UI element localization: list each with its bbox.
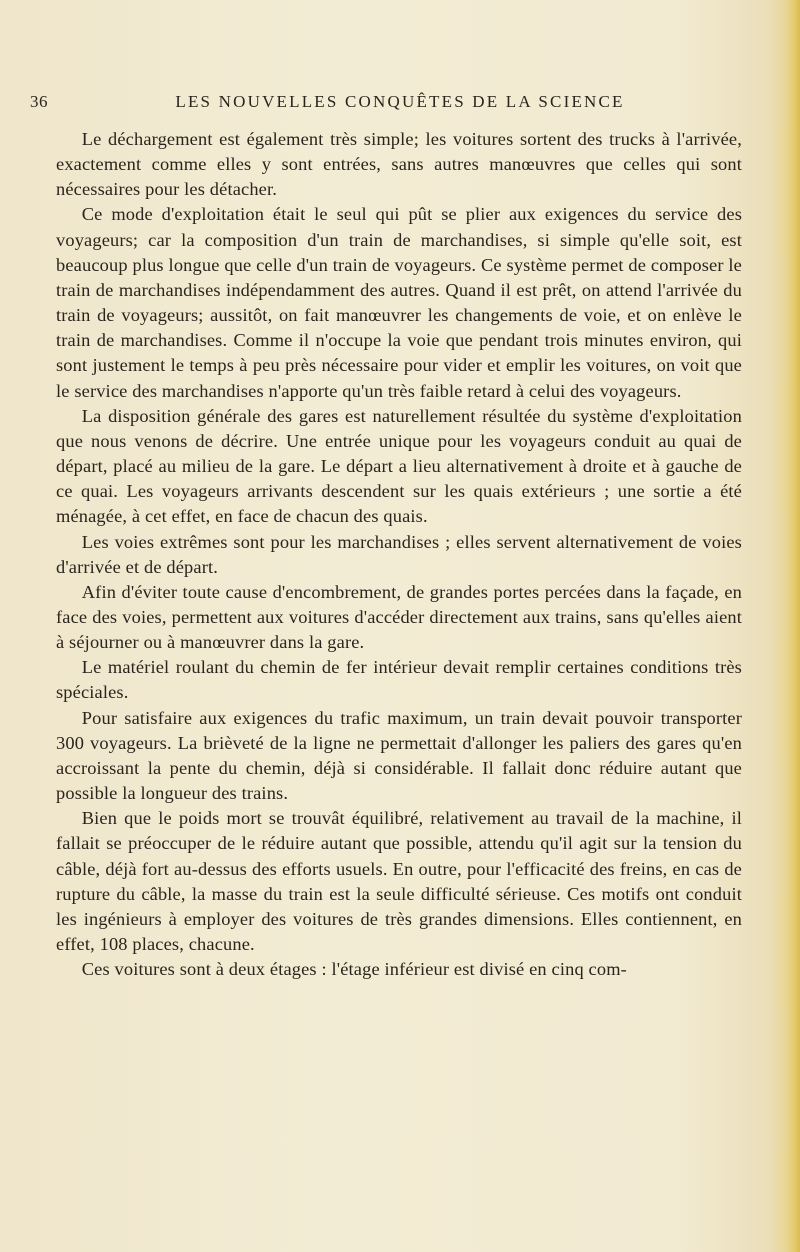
paragraph: Ce mode d'exploitation était le seul qui pût se plier aux exigences du service des voyageurs; car la composition d'un train de marchandises, si simple qu'elle soit, est beaucoup plus longue que celle d'un train de voyageurs. Ce système permet de composer le train de marchandises indépendamment des autres. Quand il est prêt, on attend l'arrivée du train de voyageurs; aussitôt, on fait manœuvrer les changements de voie, et on enlève le train de marchandises. Comme il n'occupe la voie que pendant trois minutes environ, qui sont justement le temps à peu près nécessaire pour vider et emplir les voitures, on voit que le service des marchandises n'apporte qu'un très faible retard à celui des voyageurs.: [56, 204, 742, 401]
paragraph: Afin d'éviter toute cause d'encombrement, de grandes portes percées dans la façade, en face des voies, permettent aux voitures d'accéder directement aux trains, sans qu'elles aient à séjourner ou à manœuvrer dans la gare.: [56, 581, 742, 653]
paragraph: Ces voitures sont à deux étages : l'étage inférieur est divisé en cinq com-: [81, 959, 627, 980]
paragraph: La disposition générale des gares est naturellement résultée du système d'exploitation que nous venons de décrire. Une entrée unique pour les voyageurs conduit au quai de départ, placé au milieu de la gare. Le départ a lieu alternativement à droite et à gauche de ce quai. Les voyageurs arrivants descendent sur les quais extérieurs ; une sortie a été ménagée, à cet effet, en face de chacun des quais.: [56, 405, 742, 527]
page-edge-discoloration: [786, 0, 800, 1252]
paragraph: Les voies extrêmes sont pour les marchandises ; elles servent alternativement de voies d'arrivée et de départ.: [56, 531, 742, 577]
paragraph: Bien que le poids mort se trouvât équilibré, relativement au travail de la machine, il fallait se préoccuper de le réduire autant que possible, attendu qu'il agit sur la tension du câble, déjà fort au-dessus des efforts usuels. En outre, pour l'efficacité des freins, en cas de rupture du câble, la masse du train est la seule difficulté sérieuse. Ces motifs ont conduit les ingénieurs à employer des voitures de très grandes dimensions. Elles contiennent, en effet, 108 places, chacune.: [56, 808, 742, 954]
paragraph: Le matériel roulant du chemin de fer intérieur devait remplir certaines conditions très spéciales.: [56, 657, 742, 703]
paragraph: Le déchargement est également très simple; les voitures sortent des trucks à l'arrivée, exactement comme elles y sont entrées, sans autres manœuvres que celles qui sont nécessaires pour les détacher.: [56, 129, 742, 200]
paragraph: Pour satisfaire aux exigences du trafic maximum, un train devait pouvoir transporter 300 voyageurs. La brièveté de la ligne ne permettait d'allonger les paliers des gares qu'en accroissant la pente du chemin, déjà si considérable. Il fallait donc réduire autant que possible la longueur des trains.: [56, 707, 742, 804]
running-head: [30, 92, 770, 116]
body-text: [56, 127, 742, 982]
page-number: 36: [30, 92, 48, 111]
running-title: LES NOUVELLES CONQUÊTES DE LA SCIENCE: [175, 92, 625, 111]
